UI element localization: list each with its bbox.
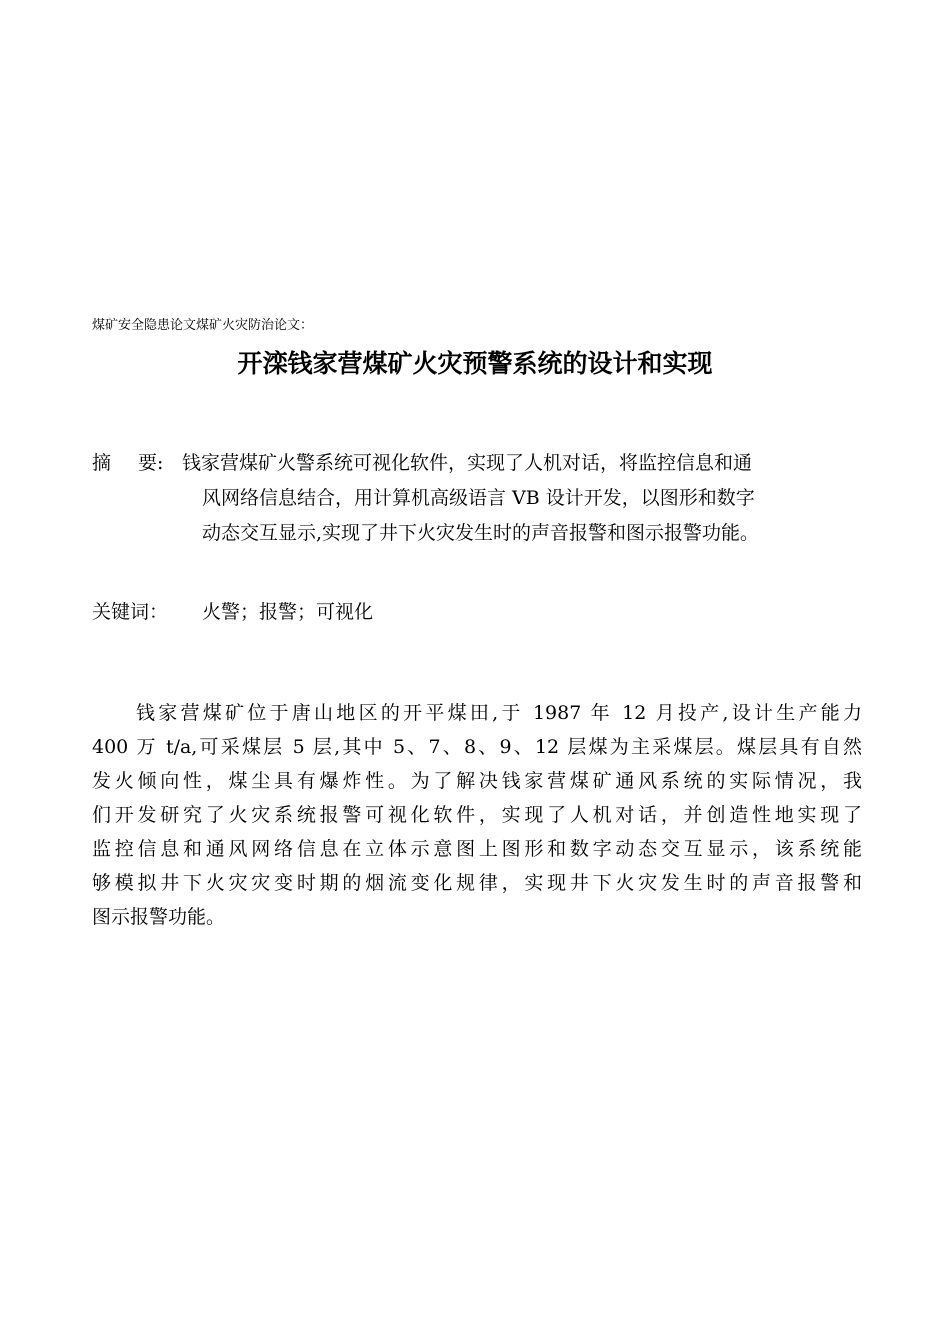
abstract-label-char-2: 要: (138, 452, 164, 474)
body-line: 够模拟井下火灾灾变时期的烟流变化规律，实现井下火灾发生时的声音报警和 (92, 872, 862, 894)
abstract-text-line: 动态交互显示,实现了井下火灾发生时的声音报警和图示报警功能。 (202, 522, 760, 544)
body-line: 发火倾向性，煤尘具有爆炸性。为了解决钱家营煤矿通风系统的实际情况，我 (92, 770, 862, 792)
page-title: 开滦钱家营煤矿火灾预警系统的设计和实现 (237, 349, 713, 378)
category-line: 煤矿安全隐患论文煤矿火灾防治论文： (92, 318, 314, 333)
abstract-text-line: 风网络信息结合，用计算机高级语言 VB 设计开发，以图形和数字 (202, 487, 755, 509)
abstract-line-3 (92, 516, 862, 551)
body-paragraph (92, 696, 862, 934)
abstract-text-line: 钱家营煤矿火警系统可视化软件，实现了人机对话，将监控信息和通 (182, 452, 753, 474)
keywords-values: 火警；报警；可视化 (202, 601, 374, 623)
abstract-line-2 (92, 481, 862, 516)
abstract-line-1 (92, 446, 862, 481)
body-line: 400 万 t/a,可采煤层 5 层,其中 5、7、8、9、12 层煤为主采煤层。煤层具有自然 (92, 736, 862, 758)
body-line: 钱家营煤矿位于唐山地区的开平煤田,于 1987 年 12 月投产,设计生产能力 (136, 702, 862, 724)
body-line: 图示报警功能。 (92, 906, 226, 928)
keywords-section (92, 595, 862, 630)
body-line: 监控信息和通风网络信息在立体示意图上图形和数字动态交互显示，该系统能 (92, 838, 862, 860)
keywords-label: 关键词： (92, 601, 169, 623)
abstract-section (92, 446, 862, 551)
abstract-label-char-1: 摘 (92, 452, 112, 474)
body-line: 们开发研究了火灾系统报警可视化软件，实现了人机对话，并创造性地实现了 (92, 804, 862, 826)
